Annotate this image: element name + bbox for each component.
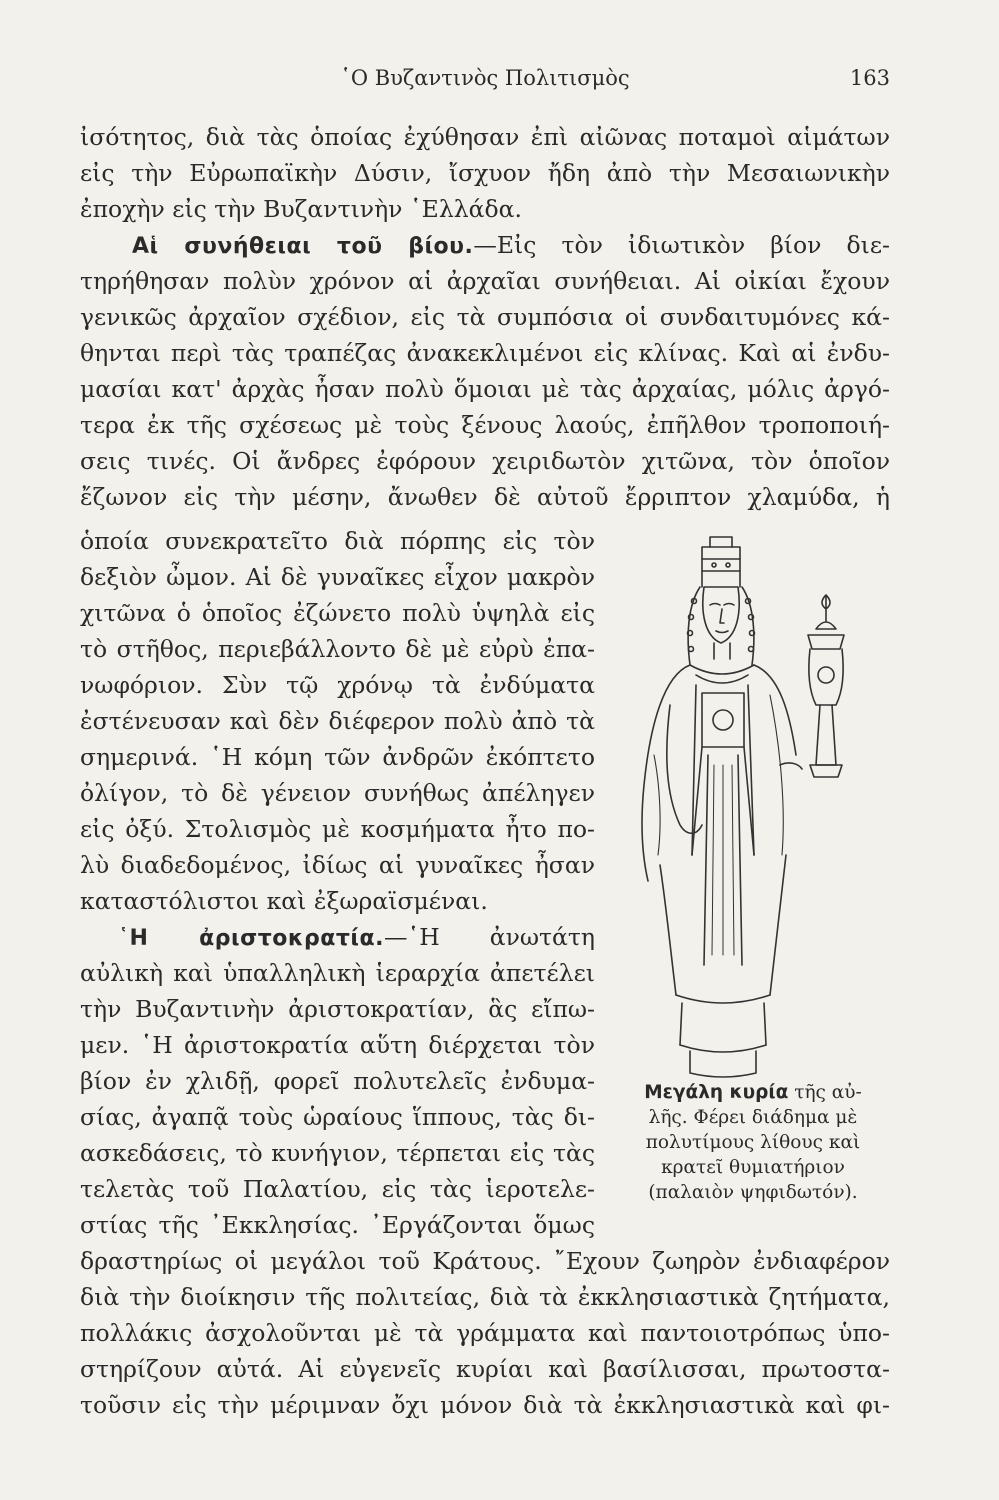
text-line: πολλάκις ἀσχολοῦνται μὲ τὰ γράμματα καὶ παντοιοτρόπως ὑπο-	[80, 1319, 890, 1347]
text-line: ἔζωνον εἰς τὴν μέσην, ἄνωθεν δὲ αὐτοῦ ἔρριπτον χλαμύδα, ἡ	[80, 483, 890, 511]
text-line: ὁποία συνεκρατεῖτο διὰ πόρπης εἰς τὸν	[80, 527, 595, 555]
caption-line: (παλαιὸν ψηφιδωτόν).	[648, 1182, 858, 1203]
text-line: σημερινά. ῾Η κόμη τῶν ἀνδρῶν ἐκόπτετο	[80, 743, 595, 771]
caption-line	[612, 1080, 894, 1105]
figure-caption	[612, 1080, 894, 1205]
text-line: ἰσότητος, διὰ τὰς ὁποίας ἐχύθησαν ἐπὶ αἰῶνας ποταμοὶ αἱμάτων	[80, 123, 890, 151]
text-line: σεις τινές. Οἱ ἄνδρες ἐφόρουν χειριδωτὸν χιτῶνα, τὸν ὁποῖον	[80, 447, 890, 475]
section-heading-customs: Αἱ συνήθειαι τοῦ βίου.	[132, 234, 474, 259]
text-span: —Εἰς τὸν ἰδιωτικὸν βίον διε-	[473, 231, 890, 259]
text-line: γενικῶς ἀρχαῖον σχέδιον, εἰς τὰ συμπόσια οἱ συνδαιτυμόνες κά-	[80, 303, 890, 331]
text-line: καταστόλιστοι καὶ ἐξωραϊσμέναι.	[80, 887, 488, 915]
caption-text: τῆς αὐ-	[788, 1082, 862, 1103]
caption-line: πολυτίμους λίθους καὶ	[645, 1132, 861, 1153]
text-line: τοῦσιν εἰς τὴν μέριμναν ὄχι μόνον διὰ τὰ ἐκκλησιαστικὰ καὶ φι-	[80, 1391, 890, 1419]
text-line: μασίαι κατ' ἀρχὰς ἦσαν πολὺ ὅμοιαι μὲ τὰς ἀρχαίας, μόλις ἀργό-	[80, 375, 890, 403]
text-line: ἐποχὴν εἰς τὴν Βυζαντινὴν ῾Ελλάδα.	[80, 195, 522, 223]
text-line: δραστηρίως οἱ μεγάλοι τοῦ Κράτους. ῎Εχουν ζωηρὸν ἐνδιαφέρον	[80, 1247, 890, 1275]
byzantine-lady-illustration	[630, 525, 895, 1085]
text-line: δεξιὸν ὦμον. Αἱ δὲ γυναῖκες εἶχον μακρὸν	[80, 563, 595, 591]
text-line: διὰ τὴν διοίκησιν τῆς πολιτείας, διὰ τὰ ἐκκλησιαστικὰ ζητήματα,	[80, 1283, 890, 1311]
text-line: αὐλικὴ καὶ ὑπαλληλικὴ ἱεραρχία ἀπετέλει	[80, 959, 595, 987]
text-line: ὀλίγον, τὸ δὲ γένειον συνήθως ἀπέληγεν	[80, 779, 595, 807]
text-line: χιτῶνα ὁ ὁποῖος ἐζώνετο πολὺ ὑψηλὰ εἰς	[80, 599, 595, 627]
page-number: 163	[849, 66, 890, 90]
text-line: τελετὰς τοῦ Παλατίου, εἰς τὰς ἱεροτελε-	[80, 1175, 595, 1203]
text-line: ασκεδάσεις, τὸ κυνήγιον, τέρπεται εἰς τὰς	[80, 1139, 595, 1167]
text-line: νωφόριον. Σὺν τῷ χρόνῳ τὰ ἐνδύματα	[80, 671, 595, 699]
text-line: μεν. ῾Η ἀριστοκρατία αὕτη διέρχεται τὸν	[80, 1031, 595, 1059]
text-span: —῾Η ἀνωτάτη	[383, 923, 596, 951]
text-line: εἰς τὴν Εὐρωπαϊκὴν Δύσιν, ἴσχυον ἤδη ἀπὸ τὴν Μεσαιωνικὴν	[80, 159, 890, 187]
text-line: τερα ἐκ τῆς σχέσεως μὲ τοὺς ξένους λαούς, ἐπῆλθον τροποποιή-	[80, 411, 890, 439]
text-line: στηρίζουν αὐτά. Αἱ εὐγενεῖς κυρίαι καὶ βασίλισσαι, πρωτοστα-	[80, 1355, 890, 1383]
figure-illustration	[630, 525, 895, 1085]
section-heading-aristocracy: ῾Η ἀριστοκρατία.	[118, 926, 384, 951]
text-line: τὸ στῆθος, περιεβάλλοντο δὲ μὲ εὐρὺ ἐπα-	[80, 635, 595, 663]
text-line: τὴν Βυζαντινὴν ἀριστοκρατίαν, ἃς εἴπω-	[80, 995, 595, 1023]
text-line	[80, 227, 890, 263]
text-line: στίας τῆς ᾿Εκκλησίας. ᾿Εργάζονται ὅμως	[80, 1211, 595, 1239]
text-line: ἐστένευσαν καὶ δὲν διέφερον πολὺ ἀπὸ τὰ	[80, 707, 595, 735]
caption-line: λῆς. Φέρει διάδημα μὲ	[648, 1107, 858, 1128]
text-line: λὺ διαδεδομένος, ἰδίως αἱ γυναῖκες ἦσαν	[80, 851, 595, 879]
caption-title: Μεγάλη κυρία	[644, 1082, 789, 1103]
text-line: εἰς ὀξύ. Στολισμὸς μὲ κοσμήματα ἦτο πο-	[80, 815, 595, 843]
text-line: βίον ἐν χλιδῇ, φορεῖ πολυτελεῖς ἐνδυμα-	[80, 1067, 595, 1095]
text-line	[80, 919, 595, 955]
text-line: σίας, ἀγαπᾷ τοὺς ὡραίους ἵππους, τὰς δι-	[80, 1103, 595, 1131]
running-head	[80, 62, 890, 94]
text-line: τηρήθησαν πολὺν χρόνον αἱ ἀρχαῖαι συνήθειαι. Αἱ οἰκίαι ἔχουν	[80, 267, 890, 295]
text-line: θηνται περὶ τὰς τραπέζας ἀνακεκλιμένοι εἰς κλίνας. Καὶ αἱ ἐνδυ-	[80, 339, 890, 367]
running-title: ῾Ο Βυζαντινὸς Πολιτισμὸς	[340, 66, 630, 90]
caption-line: κρατεῖ θυμιατήριον	[661, 1157, 845, 1178]
